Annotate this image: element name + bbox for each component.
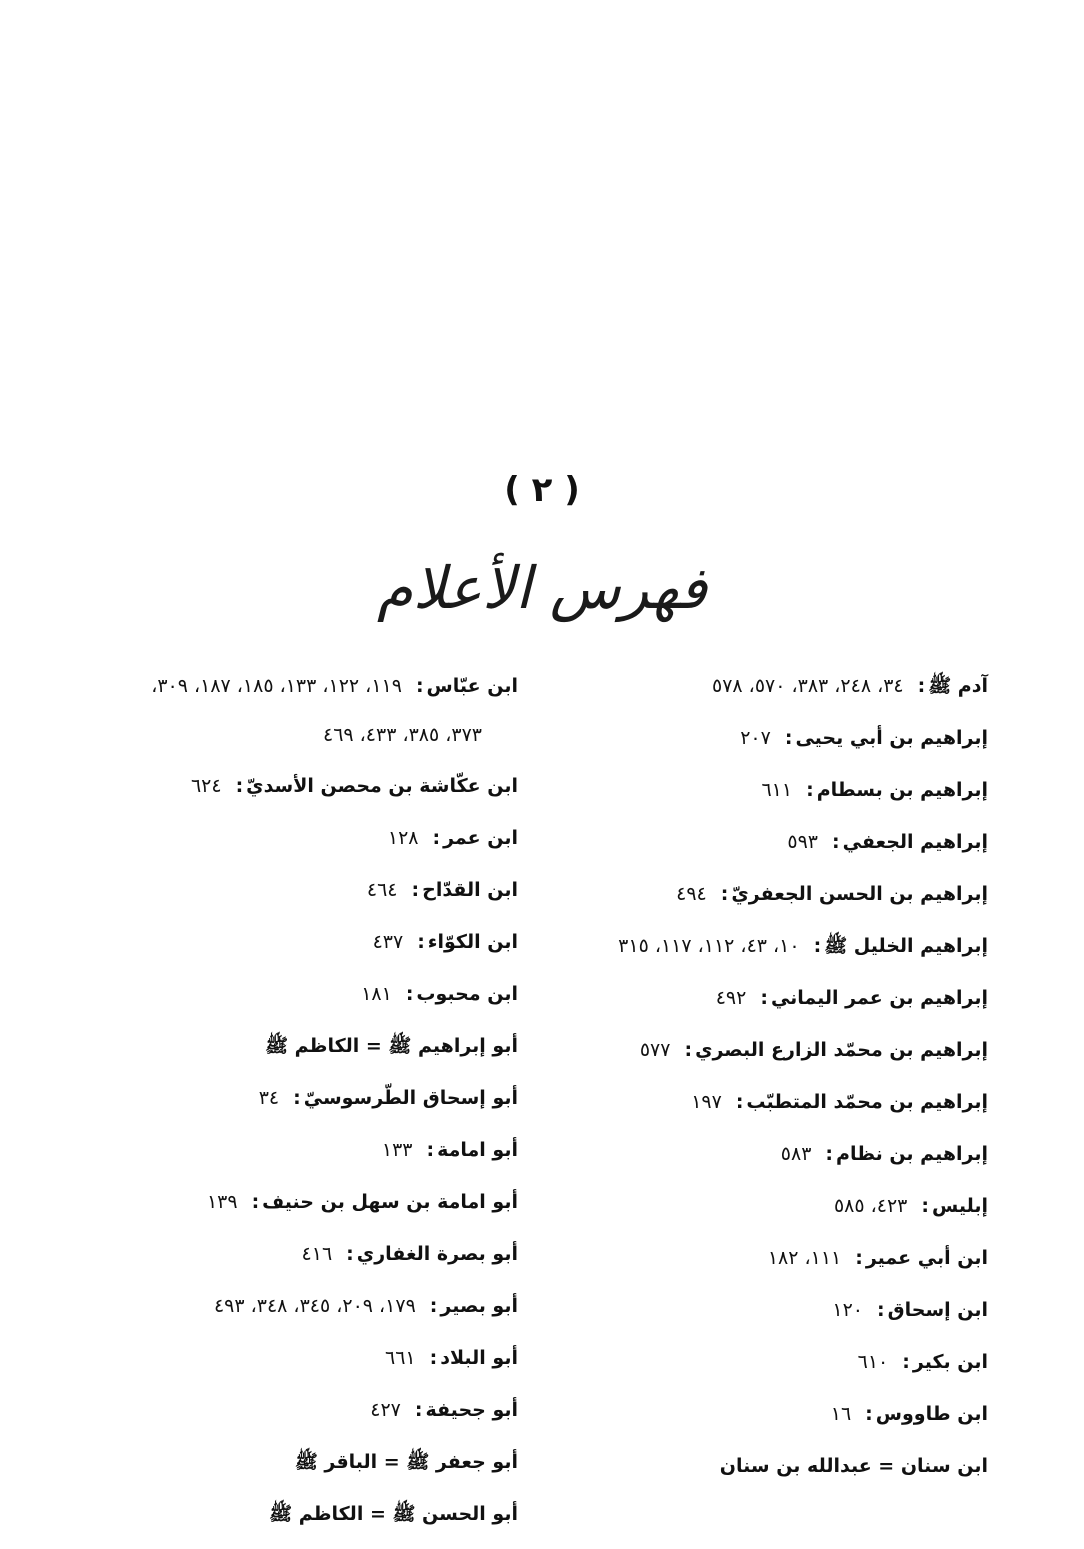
index-entry — [78, 1436, 518, 1488]
section-number: ( ٢ ) — [504, 470, 580, 510]
entry-separator: : — [832, 831, 840, 853]
entry-separator: : — [414, 1399, 423, 1421]
index-entry — [78, 1072, 518, 1124]
entry-name: أبو البلاد — [440, 1347, 518, 1369]
entry-separator: : — [432, 827, 441, 849]
entry-name: آدم ﷺ — [928, 675, 988, 697]
index-entry — [78, 864, 518, 916]
entry-name: أبو جحيفة — [425, 1399, 518, 1421]
entry-pages: ١٩٧ — [691, 1091, 722, 1113]
entry-separator: : — [917, 675, 926, 697]
entry-separator: : — [921, 1195, 929, 1217]
entry-separator: : — [902, 1351, 910, 1373]
entry-name: إبراهيم الخليل ﷺ — [824, 935, 988, 957]
entry-pages: ٥٩٣ — [787, 831, 818, 853]
entry-separator: : — [784, 727, 793, 749]
entry-separator: : — [429, 1295, 438, 1317]
index-entry — [568, 1388, 988, 1440]
index-entry — [78, 968, 518, 1020]
entry-separator: : — [235, 775, 244, 797]
entry-name: ابن إسحاق — [887, 1299, 988, 1321]
entry-pages: ٤١٦ — [301, 1243, 333, 1265]
index-entry — [568, 920, 988, 972]
index-entry — [568, 1232, 988, 1284]
index-entry — [78, 1384, 518, 1436]
entry-name: إبراهيم الجعفي — [842, 831, 988, 853]
entry-name: إبراهيم بن الحسن الجعفريّ — [731, 883, 988, 905]
entry-pages: ٦٦١ — [385, 1347, 416, 1369]
index-entry — [78, 812, 518, 864]
entry-pages: ٢٠٧ — [740, 727, 771, 749]
entry-separator: : — [251, 1191, 260, 1213]
entry-pages: ٤٢٧ — [370, 1399, 401, 1421]
entry-name: ابن بكير — [912, 1351, 988, 1373]
entry-separator: : — [429, 1347, 438, 1369]
entry-separator: : — [684, 1039, 693, 1061]
entry-separator: : — [426, 1139, 435, 1161]
entry-name: أبو بصرة الغفاري — [356, 1243, 518, 1265]
index-entry — [78, 1020, 518, 1072]
entry-pages: ٣٤، ٢٤٨، ٣٨٣، ٥٧٠، ٥٧٨ — [712, 675, 904, 697]
index-entry — [568, 972, 988, 1024]
entry-name: ابن أبي عمير — [865, 1247, 988, 1269]
entry-name: أبو امامة بن سهل بن حنيف — [262, 1191, 518, 1213]
entry-pages: ١٣٣ — [381, 1139, 413, 1161]
entry-pages: ٤٣٧ — [372, 931, 404, 953]
entry-name: أبو الحسن ﷺ = الكاظم ﷺ — [269, 1503, 518, 1525]
entry-separator: : — [865, 1403, 873, 1425]
index-entry — [568, 1440, 988, 1492]
entry-separator: : — [813, 935, 822, 957]
entry-separator: : — [735, 1091, 744, 1113]
index-entry — [568, 764, 988, 816]
index-entry — [78, 660, 518, 760]
entry-pages: ١٦ — [830, 1403, 852, 1425]
index-entry — [568, 1336, 988, 1388]
index-entry — [78, 1488, 518, 1540]
entry-name: ابن الكوّاء — [427, 931, 518, 953]
entry-pages: ١١٩، ١٢٢، ١٣٣، ١٨٥، ١٨٧، ٣٠٩، — [151, 675, 402, 697]
entry-separator: : — [415, 675, 424, 697]
index-entry — [568, 660, 988, 712]
index-entry — [568, 1076, 988, 1128]
entry-name: أبو إسحاق الطّرسوسيّ — [303, 1087, 518, 1109]
entry-separator: : — [760, 987, 768, 1009]
entry-separator: : — [346, 1243, 354, 1265]
entry-name: ابن عبّاس — [426, 675, 518, 697]
entry-name: أبو بصير — [440, 1295, 518, 1317]
entry-name: ابن طاووس — [875, 1403, 988, 1425]
entry-name: إبراهيم بن محمّد المتطبّب — [746, 1091, 988, 1113]
entry-separator: : — [806, 779, 814, 801]
index-entry — [568, 1128, 988, 1180]
entry-pages: ١٨١ — [361, 983, 392, 1005]
index-entry — [78, 760, 518, 812]
index-entry — [568, 816, 988, 868]
entry-separator: : — [293, 1087, 301, 1109]
index-entry — [78, 1228, 518, 1280]
entry-pages: ٤٢٣، ٥٨٥ — [833, 1195, 908, 1217]
entry-pages: ٦٢٤ — [190, 775, 222, 797]
index-entry — [78, 1332, 518, 1384]
entry-pages: ١١١، ١٨٢ — [767, 1247, 842, 1269]
entry-name: إبراهيم بن محمّد الزارع البصري — [695, 1039, 988, 1061]
entry-pages: ١٠، ٤٣، ١١٢، ١١٧، ٣١٥ — [618, 935, 800, 957]
entry-pages: ٣٤ — [258, 1087, 280, 1109]
index-entry — [568, 712, 988, 764]
entry-separator: : — [825, 1143, 834, 1165]
entry-pages: ١٢٨ — [387, 827, 419, 849]
entry-name: ابن القدّاح — [422, 879, 518, 901]
entry-name: إبراهيم بن أبي يحيى — [795, 727, 988, 749]
entry-name: ابن محبوب — [416, 983, 518, 1005]
entry-name: ابن سنان = عبدالله بن سنان — [719, 1455, 988, 1477]
entry-pages: ٦١١ — [761, 779, 793, 801]
entry-name: إبراهيم بن عمر اليماني — [770, 987, 988, 1009]
entry-name: إبليس — [931, 1195, 988, 1217]
entry-name: إبراهيم بن نظام — [836, 1143, 988, 1165]
index-entry — [568, 868, 988, 920]
entry-name: ابن عكّاشة بن محصن الأسديّ — [246, 775, 518, 797]
entry-separator: : — [417, 931, 425, 953]
entry-pages: ٥٨٣ — [780, 1143, 812, 1165]
entry-separator: : — [720, 883, 729, 905]
entry-pages: ٤٩٤ — [676, 883, 707, 905]
entry-pages: ٤٦٤ — [366, 879, 398, 901]
entry-pages: ٦١٠ — [857, 1351, 889, 1373]
entry-separator: : — [855, 1247, 863, 1269]
index-entry — [568, 1284, 988, 1336]
entry-pages: ١٧٩، ٢٠٩، ٣٤٥، ٣٤٨، ٤٩٣ — [213, 1295, 416, 1317]
entry-pages: ٥٧٧ — [639, 1039, 671, 1061]
entry-name: إبراهيم بن بسطام — [816, 779, 988, 801]
entry-separator: : — [877, 1299, 885, 1321]
entry-name: أبو إبراهيم ﷺ = الكاظم ﷺ — [265, 1035, 518, 1057]
entry-pages: ٤٩٢ — [715, 987, 747, 1009]
section-title: فهرس الأعلام — [376, 554, 708, 622]
index-entry — [568, 1024, 988, 1076]
index-column-right — [568, 660, 988, 1492]
entry-pages: ١٣٩ — [206, 1191, 238, 1213]
index-column-left — [78, 660, 518, 1540]
index-entry — [78, 1280, 518, 1332]
entry-separator: : — [411, 879, 420, 901]
index-entry — [78, 1124, 518, 1176]
entry-pages-continuation: ٣٧٣، ٣٨٥، ٤٣٣، ٤٦٩ — [322, 724, 482, 746]
entry-pages: ١٢٠ — [832, 1299, 864, 1321]
entry-name: أبو جعفر ﷺ = الباقر ﷺ — [294, 1451, 518, 1473]
index-entry — [78, 1176, 518, 1228]
entry-separator: : — [405, 983, 414, 1005]
index-entry — [568, 1180, 988, 1232]
index-entry — [78, 916, 518, 968]
entry-name: ابن عمر — [443, 827, 518, 849]
entry-name: أبو امامة — [437, 1139, 518, 1161]
